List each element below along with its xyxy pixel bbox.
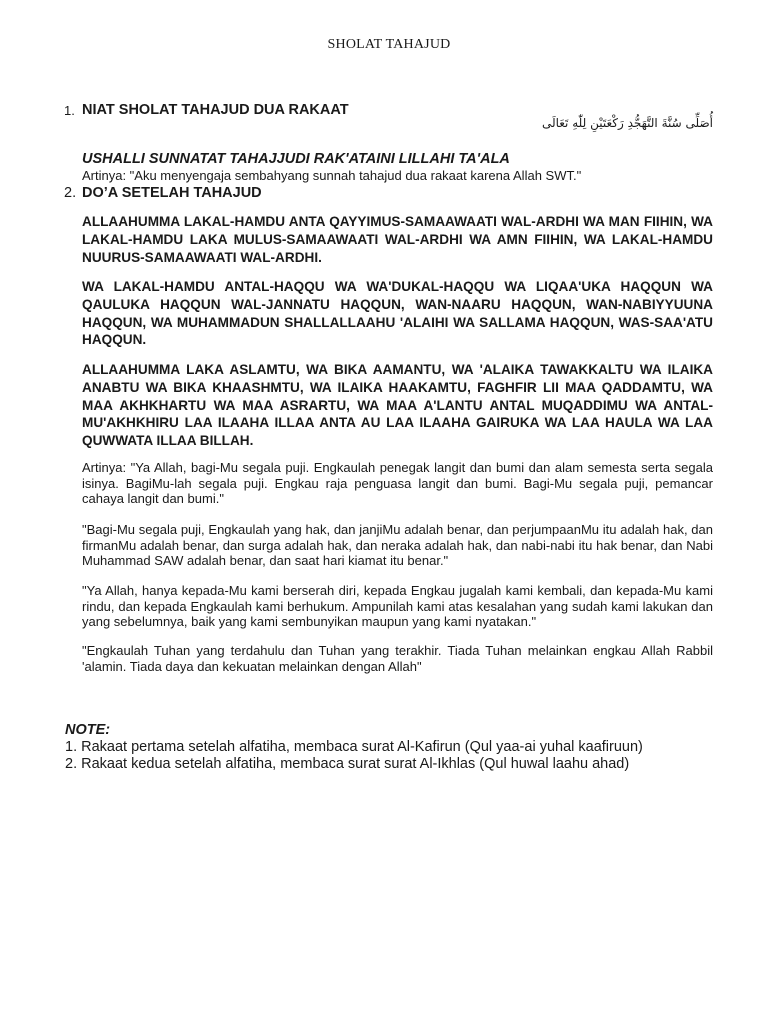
page-title: SHOLAT TAHAJUD — [327, 37, 451, 52]
meaning-paragraph-2: "Bagi-Mu segala puji, Engkaulah yang hak, dan janjiMu adalah benar, dan perjumpaanMu itu adalah hak, dan firmanMu adalah benar, dan surga adalah hak, dan neraka adalah hak, dan nabi-nabi itu hak benar, dan Nabi Muhammad SAW adalah benar, dan saat hari kiamat itu benar." — [82, 522, 713, 569]
doa-paragraph-2: WA LAKAL-HAMDU ANTAL-HAQQU WA WA'DUKAL-HAQQU WA LIQAA'UKA HAQQUN WA QAULUKA HAQQUN WAL-JANNATU HAQQUN, WAN-NAARU HAQQUN, WAN-NABIYYUUNA HAQQUN, WA MUHAMMADUN SHALLALLAAHU 'ALAIHI WA SALLAMA HAQQUN, WAS-SAA'ATU HAQQUN. — [82, 279, 713, 348]
note-label: NOTE: — [65, 722, 111, 738]
note-item-1: 1. Rakaat pertama setelah alfatiha, membaca surat Al-Kafirun (Qul yaa-ai yuhal kaafiruun) — [65, 739, 643, 755]
note-item-2: 2. Rakaat kedua setelah alfatiha, membaca surat surat Al-Ikhlas (Qul huwal laahu ahad) — [65, 756, 630, 772]
section-2-heading: DO’A SETELAH TAHAJUD — [82, 185, 262, 201]
meaning-paragraph-3: "Ya Allah, hanya kepada-Mu kami berserah diri, kepada Engkau jugalah kami kembali, dan kepada-Mu kami rindu, dan kepada Engkaulah kami berhukum. Ampunilah kami atas kesalahan yang sudah kami lakukan dan yang sebelumnya, baik yang kami sembunyikan maupun yang kami nyatakan." — [82, 583, 713, 630]
section-1-number: 1. — [64, 103, 75, 118]
meaning-paragraph-4: "Engkaulah Tuhan yang terdahulu dan Tuhan yang terakhir. Tiada Tuhan melainkan engkau Allah Rabbil 'alamin. Tiada daya dan kekuatan melainkan dengan Allah" — [82, 643, 713, 674]
doa-paragraph-1: ALLAAHUMMA LAKAL-HAMDU ANTA QAYYIMUS-SAMAAWAATI WAL-ARDHI WA MAN FIIHIN, WA LAKAL-HAMDU LAKA MULUS-SAMAAWAATI WAL-ARDHI WA AMN FIIHIN, WA LAKAL-HAMDU NUURUS-SAMAAWAATI WAL-ARDHI. — [82, 214, 713, 265]
niat-latin-text: USHALLI SUNNATAT TAHAJJUDI RAK'ATAINI LILLAHI TA'ALA — [82, 151, 510, 167]
niat-meaning: Artinya: "Aku menyengaja sembahyang sunnah tahajud dua rakaat karena Allah SWT." — [82, 168, 582, 183]
section-1-heading: NIAT SHOLAT TAHAJUD DUA RAKAAT — [82, 102, 349, 118]
niat-arabic-text: أُصَلِّى سُنَّةَ التَّهَجُّدِ رَكْعَتَيْنِ لِلّٰهِ تَعَالَى — [541, 116, 713, 130]
meaning-paragraph-1: Artinya: "Ya Allah, bagi-Mu segala puji. Engkaulah penegak langit dan bumi dan alam semesta serta segala isinya. BagiMu-lah segala puji. Engkau raja penguasa langit dan bumi. Bagi-Mu segala puji, pemancar cahaya langit dan bumi." — [82, 460, 713, 507]
doa-paragraph-3: ALLAAHUMMA LAKA ASLAMTU, WA BIKA AAMANTU, WA 'ALAIKA TAWAKKALTU WA ILAIKA ANABTU WA BIKA KHAASHMTU, WA ILAIKA HAAKAMTU, FAGHFIR LII MAA QADDAMTU, WA MAA AKHKHARTU WA MAA ASRARTU, WA MAA A'LANTU ANTAL MUQADDIMU WA ANTAL-MU'AKHKHIRU LAA ILAAHA ILLAA ANTA AU LAA ILAAHA GAIRUKA WA LAA HAULA WA LAA QUWWATA ILLAA BILLAH. — [82, 362, 713, 449]
section-2-number: 2. — [64, 185, 77, 201]
